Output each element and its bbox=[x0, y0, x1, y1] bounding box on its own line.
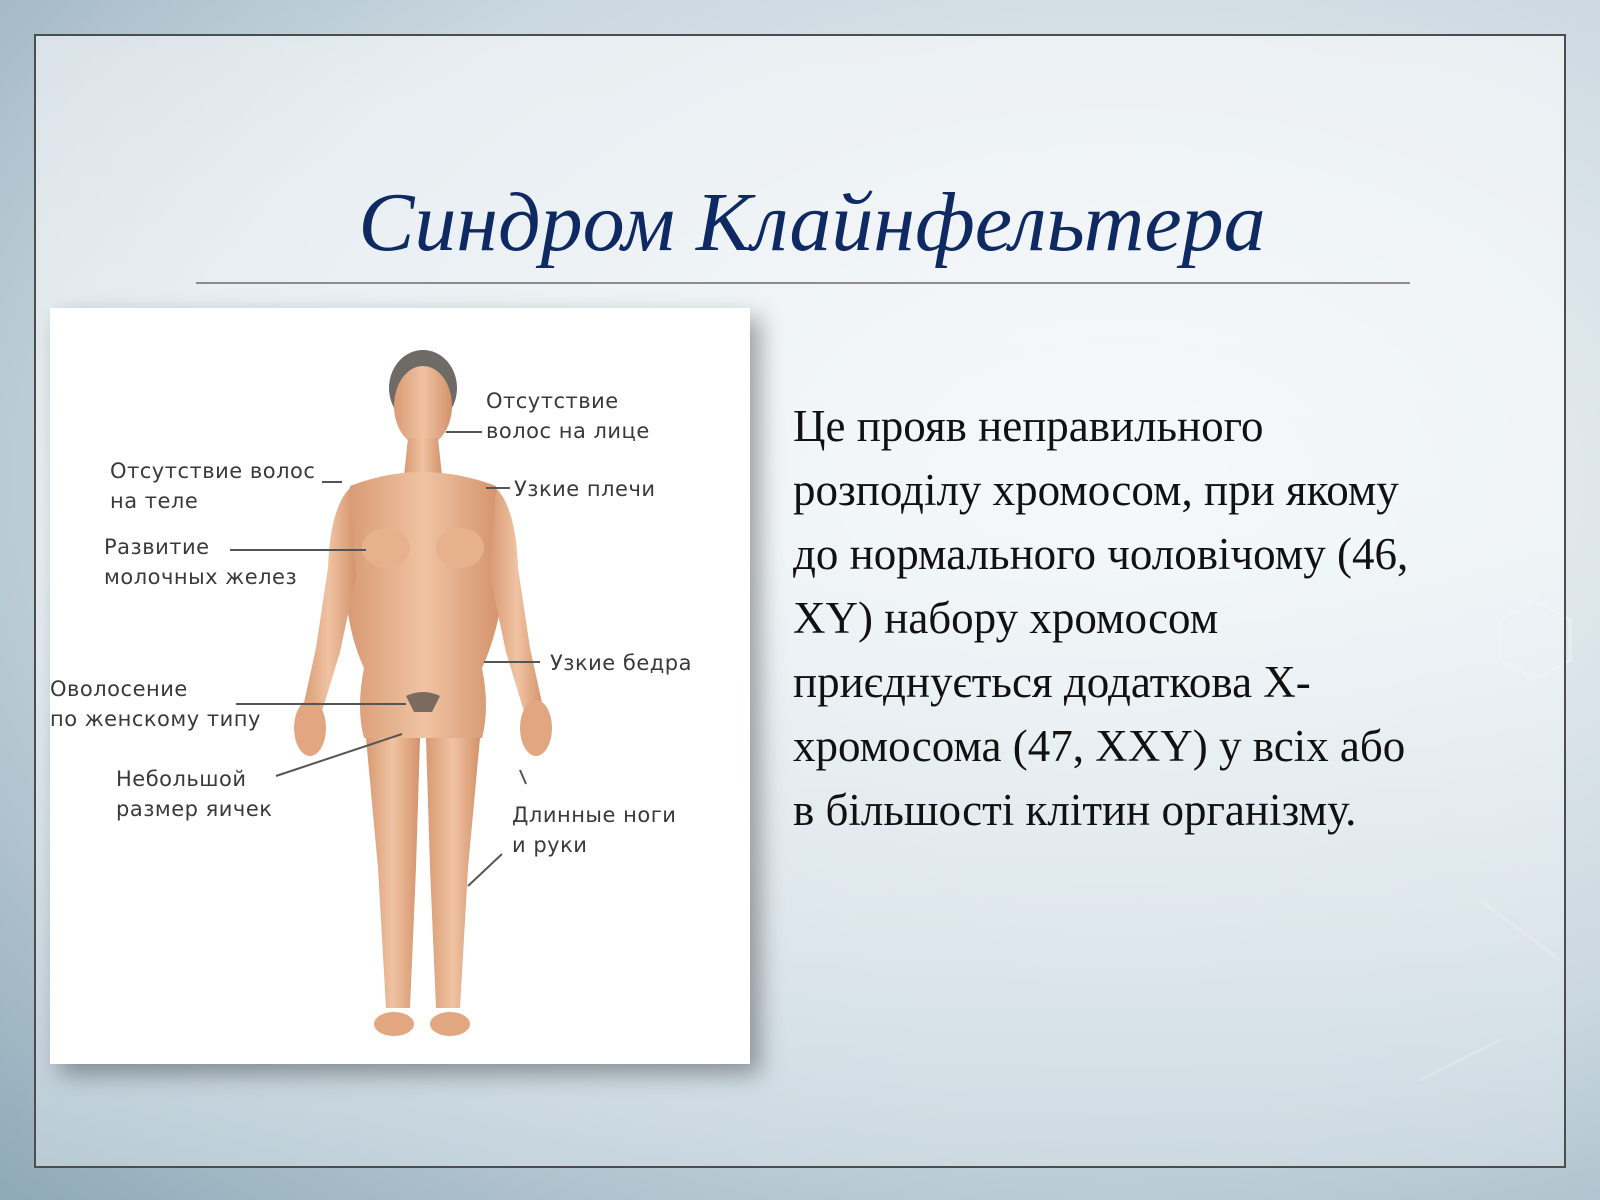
label-no-facial-hair: Отсутствие волос на лице bbox=[486, 389, 650, 443]
breast-right-shape bbox=[436, 528, 484, 568]
head-shape bbox=[394, 366, 452, 446]
slide-title: Синдром Клайнфельтера bbox=[358, 176, 1266, 269]
hand-left-shape bbox=[294, 700, 326, 756]
slide bbox=[34, 34, 1566, 1168]
body-line: до нормального чоловічому (46, bbox=[793, 529, 1409, 579]
label-narrow-shoulders: Узкие плечи bbox=[514, 477, 656, 501]
hand-right-shape bbox=[520, 700, 552, 756]
body-paragraph bbox=[793, 394, 1533, 842]
foot-left-shape bbox=[374, 1012, 414, 1036]
body-line: приєднується додаткова X- bbox=[793, 657, 1311, 707]
leg-right-shape bbox=[426, 738, 480, 1008]
label-breast-development: Развитие молочных желез bbox=[104, 535, 298, 589]
body-line: в більшості клітин організму. bbox=[793, 785, 1357, 835]
breast-left-shape bbox=[362, 528, 410, 568]
leg-left-shape bbox=[366, 738, 420, 1008]
body-line: Це прояв неправильного bbox=[793, 401, 1264, 451]
arm-right-shape bbox=[490, 488, 544, 718]
body-line: розподілу хромосом, при якому bbox=[793, 465, 1399, 515]
arm-left-shape bbox=[302, 488, 356, 718]
label-small-testes: Небольшой размер яичек bbox=[116, 767, 273, 821]
label-female-hair-pattern: Оволосение по женскому типу bbox=[50, 677, 261, 731]
label-no-body-hair: Отсутствие волос на теле bbox=[110, 459, 316, 513]
body-line: хромосома (47, XXY) у всіх або bbox=[793, 721, 1406, 771]
label-narrow-hips: Узкие бедра bbox=[550, 651, 692, 675]
anatomy-figure bbox=[50, 308, 750, 1064]
label-long-limbs: Длинные ноги и руки bbox=[512, 803, 677, 857]
foot-right-shape bbox=[430, 1012, 470, 1036]
title-divider bbox=[196, 282, 1410, 284]
body-line: XY) набору хромосом bbox=[793, 593, 1219, 643]
neck-shape bbox=[404, 438, 442, 476]
